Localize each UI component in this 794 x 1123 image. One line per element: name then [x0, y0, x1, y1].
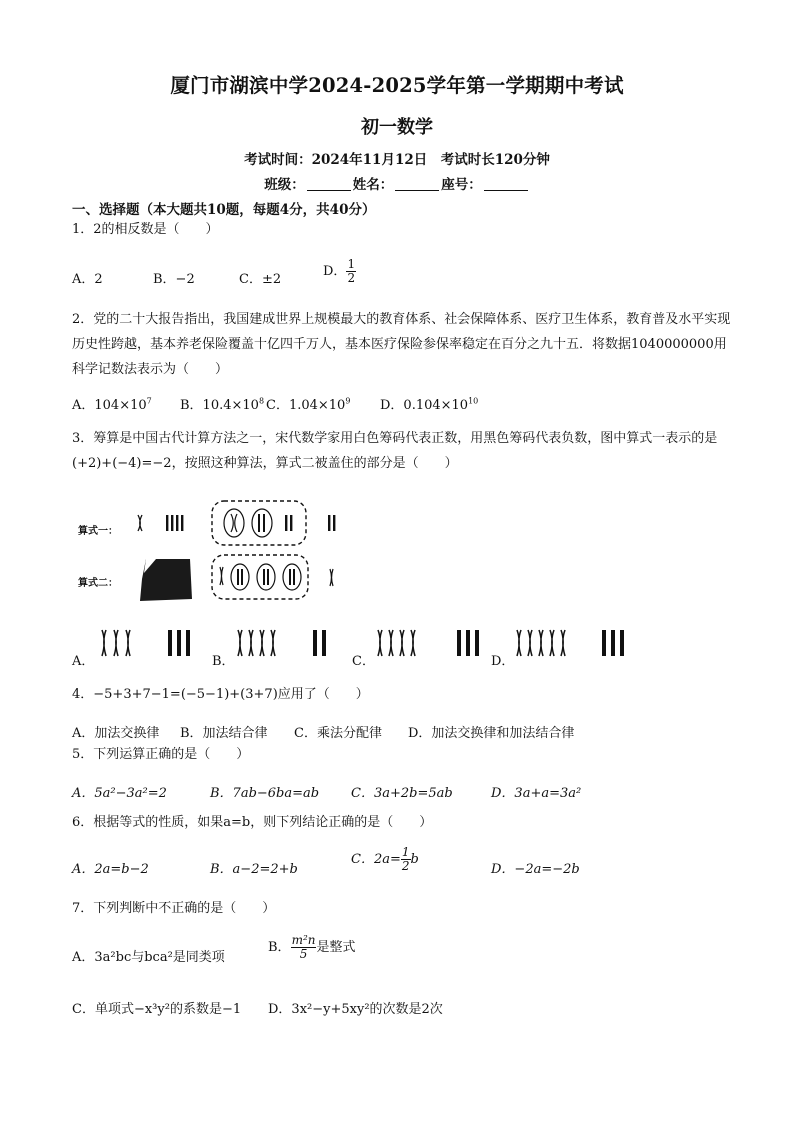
exam-title: 厦门市湖滨中学2024-2025学年第一学期期中考试: [170, 74, 624, 97]
section-heading: 一、选择题（本大题共10题，每题4分，共40分）: [72, 202, 376, 218]
q5-option-b[interactable]: B．7ab−6ba=ab: [210, 786, 320, 801]
student-info-line: [0, 173, 794, 193]
q4-option-a[interactable]: A．加法交换律: [72, 726, 160, 741]
q2-a-exp: 7: [146, 396, 152, 406]
q1-options: [0, 256, 794, 296]
q7-b-numerator: m²n: [291, 933, 316, 947]
q5-option-d[interactable]: D．3a+a=3a²: [491, 786, 582, 801]
q6-c-numerator: 1: [401, 845, 410, 859]
q7-b-prefix: B．: [268, 940, 291, 955]
q7-option-d[interactable]: D．3x²−y+5xy²的次数是2次: [268, 1002, 443, 1017]
q4-options: [0, 722, 794, 742]
q1-d-denominator: 2: [347, 271, 356, 285]
exam-info: 考试时间：2024年11月12日 考试时长120分钟: [244, 152, 550, 168]
q6-c-suffix: b: [410, 852, 419, 867]
q4-stem: 4．−5+3+7−1=(−5−1)+(3+7)应用了（ ）: [72, 687, 369, 702]
q5-option-a[interactable]: A．5a²−3a²=2: [72, 786, 167, 801]
q6-c-prefix: C．2a=: [351, 852, 401, 867]
q2-d-exp: 10: [468, 396, 479, 406]
q5-option-c[interactable]: C．3a+2b=5ab: [351, 786, 453, 801]
q6-option-d[interactable]: D．−2a=−2b: [491, 862, 580, 877]
q6-option-b[interactable]: B．a−2=2+b: [210, 862, 298, 877]
row1-result-rods: [328, 515, 335, 531]
q6-stem: 6．根据等式的性质，如果a=b，则下列结论正确的是（ ）: [72, 815, 433, 830]
q7-stem: 7．下列判断中不正确的是（ ）: [72, 901, 276, 916]
name-label: 姓名：: [352, 177, 394, 193]
q2-option-a[interactable]: [72, 394, 152, 413]
q3-label-2: 算式二：: [78, 578, 118, 589]
q2-option-b[interactable]: [180, 394, 264, 413]
q4-option-c[interactable]: C．乘法分配律: [294, 726, 382, 741]
q1-option-b[interactable]: B．−2: [153, 272, 195, 287]
counting-rods-diagram: [72, 495, 372, 610]
name-blank[interactable]: [395, 178, 439, 191]
q6-option-c[interactable]: [351, 846, 419, 873]
q3-stem: 3．筹算是中国古代计算方法之一，宋代数学家用白色筹码代表正数，用黑色筹码代表负数，图中算式一表示的是(+2)+(−4)=−2，按照这种算法，算式二被盖住的部分是（ ）: [72, 431, 718, 471]
q3-label-1: 算式一：: [78, 526, 118, 537]
exam-subtitle: 初一数学: [361, 117, 433, 138]
q3-figure: [72, 495, 372, 610]
q2-d-text: D．0.104×10: [380, 398, 469, 413]
q1-option-d[interactable]: [323, 258, 356, 285]
q2-a-text: A．104×10: [72, 398, 147, 413]
q7-options-row2: [0, 998, 794, 1018]
q7-option-b[interactable]: [268, 934, 356, 961]
q1-option-a[interactable]: A．2: [72, 272, 103, 287]
q2-stem: 2．党的二十大报告指出，我国建成世界上规模最大的教育体系、社会保障体系、医疗卫生体系，教育普及水平实现历史性跨越，基本养老保险覆盖十亿四千万人，基本医疗保险参保率稳定在百分之九十五．将数据1040000000用科学记数法表示为（ ）: [72, 312, 731, 377]
row1-white-rods: [138, 515, 142, 531]
q7-options-row1: [0, 934, 794, 974]
q7-b-suffix: 是整式: [316, 940, 356, 955]
q2-b-text: B．10.4×10: [180, 398, 259, 413]
class-label: 班级：: [264, 177, 305, 193]
class-blank[interactable]: [307, 178, 351, 191]
q3-options: [0, 626, 794, 669]
q2-options: [0, 394, 794, 414]
row1-black-rods: [166, 515, 183, 531]
row2-result-rod: [330, 569, 333, 586]
seat-blank[interactable]: [484, 178, 528, 191]
q6-options: [0, 846, 794, 882]
q6-option-a[interactable]: A．2a=b−2: [72, 862, 149, 877]
q7-option-a[interactable]: A．3a²bc与bca²是同类项: [72, 950, 225, 965]
q6-c-denominator: 2: [401, 859, 410, 873]
row2-circled-pairs: [220, 564, 301, 590]
row1-box-black-rods: [285, 515, 292, 531]
q4-option-b[interactable]: B．加法结合律: [180, 726, 268, 741]
q1-option-c[interactable]: C．±2: [239, 272, 282, 287]
q1-stem: 1．2的相反数是（ ）: [72, 222, 219, 237]
seat-label: 座号：: [441, 177, 482, 193]
q7-option-c[interactable]: C．单项式−x³y²的系数是−1: [72, 1002, 242, 1017]
q1-d-numerator: 1: [347, 257, 356, 271]
q3-option-b[interactable]: B．: [212, 654, 235, 669]
q3-option-rods: [0, 626, 794, 666]
row1-circled-pairs: [224, 509, 272, 537]
q3-option-c[interactable]: C．: [352, 654, 375, 669]
q2-c-exp: 9: [345, 396, 351, 406]
q4-option-d[interactable]: D．加法交换律和加法结合律: [408, 726, 575, 741]
q5-stem: 5．下列运算正确的是（ ）: [72, 747, 250, 762]
q2-option-c[interactable]: [266, 394, 350, 413]
q7-b-denominator: 5: [299, 947, 308, 961]
q2-option-d[interactable]: [380, 394, 478, 413]
q5-options: [0, 782, 794, 802]
q3-option-a[interactable]: A．: [72, 654, 95, 669]
q2-b-exp: 8: [258, 396, 265, 406]
q3-option-d[interactable]: D．: [491, 654, 515, 669]
q2-c-text: C．1.04×10: [266, 398, 346, 413]
q1-option-d-prefix: D．: [323, 264, 347, 279]
